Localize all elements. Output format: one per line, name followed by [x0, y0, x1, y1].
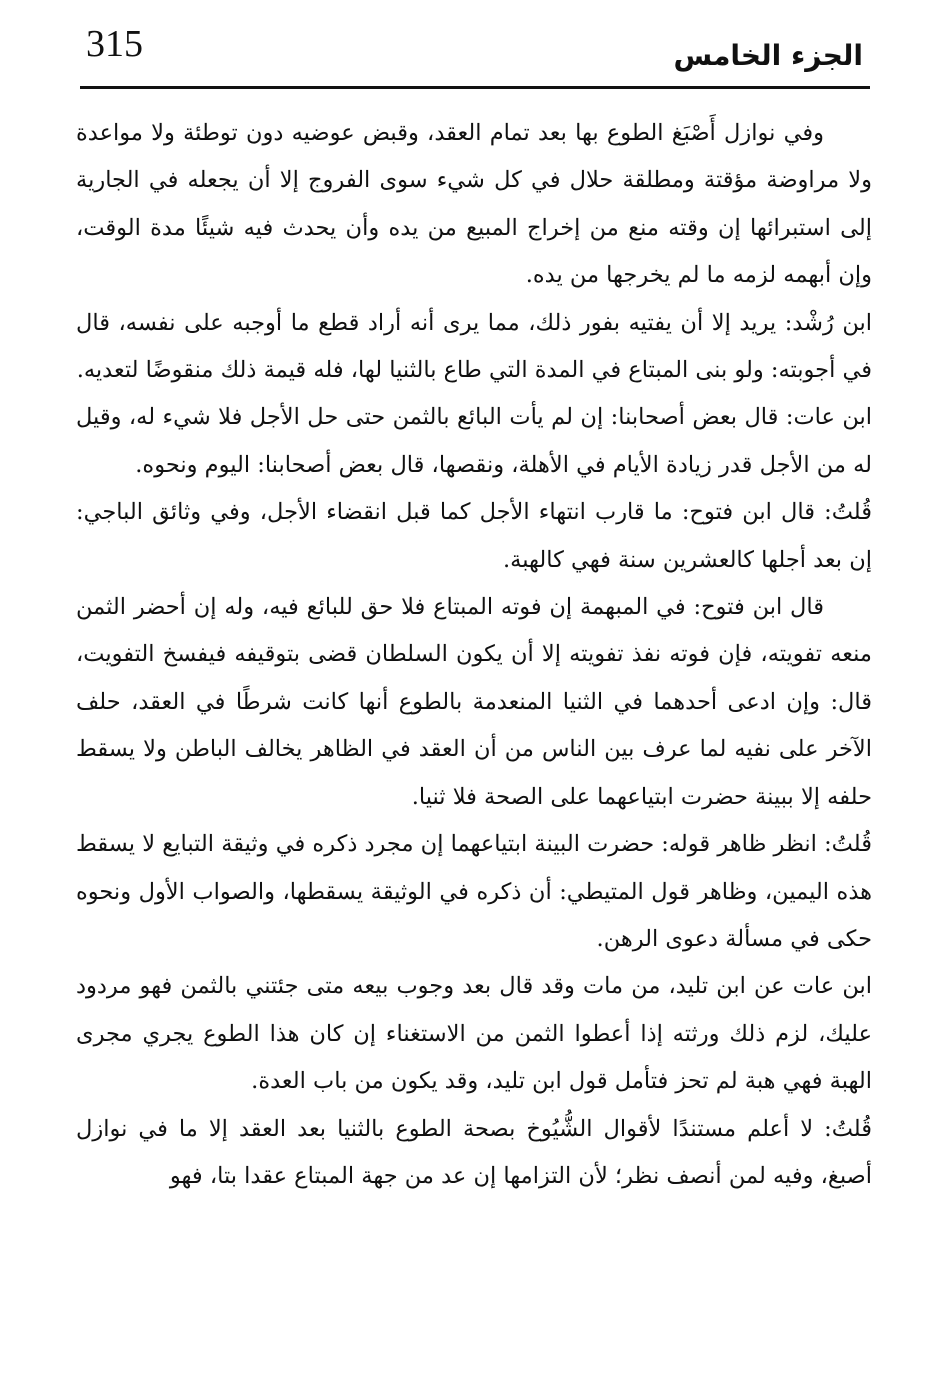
paragraph-asbagh: وفي نوازل أَصْبَغ الطوع بها بعد تمام العقد، وقبض عوضيه دون توطئة ولا مواعدة ولا مراوضة مؤقتة ومطلقة حلال في كل شيء سوى الفروج إلا أن يجعله في الجارية إلى استبرائها إن وقته منع من إخراج المبيع من يده وأن يحدث فيه شيئًا مدة الوقت، وإن أبهمه لزمه ما لم يخرجها من يده.: [76, 120, 872, 289]
running-title: الجزء الخامس: [673, 39, 863, 72]
header-rule: [80, 86, 870, 89]
paragraph-qultu-ibn-futuh: قُلتُ: قال ابن فتوح: ما قارب انتهاء الأجل كما قبل انقضاء الأجل، وفي وثائق الباجي: إن بعد أجلها كالعشرين سنة فهي كالهبة.: [76, 499, 872, 573]
paragraph-ibn-futuh-mubhama: قال ابن فتوح: في المبهمة إن فوته المبتاع فلا حق للبائع فيه، وله إن أحضر الثمن منعه تفويته، فإن فوته نفذ تفويته إلا أن يكون السلطان قضى بتوقيفه فيفسخ التفويت، قال: وإن ادعى أحدهما في الثنيا المنعدمة بالطوع أنها كانت شرطًا في العقد، حلف الآخر على نفيه لما عرف بين الناس من أن العقد في الظاهر يخالف الباطن ولا يسقط حلفه إلا ببينة حضرت ابتياعهما على الصحة فلا ثنيا.: [76, 594, 872, 810]
paragraph-qultu-bayyina: قُلتُ: انظر ظاهر قوله: حضرت البينة ابتياعهما إن مجرد ذكره في وثيقة التبايع لا يسقط هذه اليمين، وظاهر قول المتيطي: أن ذكره في الوثيقة يسقطها، والصواب الأول ونحوه حكى في مسألة دعوى الرهن.: [76, 831, 872, 952]
paragraph-ibn-rushd: ابن رُشْد: يريد إلا أن يفتيه بفور ذلك، مما يرى أنه أراد قطع ما أوجبه على نفسه، قال في أجوبته: ولو بنى المبتاع في المدة التي طاع بالثنيا لها، فله قيمة ذلك منقوضًا لتعديه.: [76, 309, 872, 384]
body-text: [76, 110, 872, 1200]
paragraph-ibn-talid: ابن عات عن ابن تليد، من مات وقد قال بعد وجوب بيعه متى جئتني بالثمن فهو مردود عليك، لزم ذلك ورثته إذا أعطوا الثمن من الاستغناء إن كان هذا الطوع يجري مجرى الهبة فهي هبة لم تحز فتأمل قول ابن تليد، وقد يكون من باب العدة.: [76, 973, 872, 1095]
paragraph-qultu-shuyukh: قُلتُ: لا أعلم مستندًا لأقوال الشُّيُوخ بصحة الطوع بالثنيا بعد العقد إلا ما في نوازل أصبغ، وفيه لمن أنصف نظر؛ لأن التزامها إن عد من جهة المبتاع عقدا بتا، فهو: [76, 1115, 872, 1189]
paragraph-ibn-aat: ابن عات: قال بعض أصحابنا: إن لم يأت البائع بالثمن حتى حل الأجل فلا شيء له، وقيل له من الأجل قدر زيادة الأيام في الأهلة، ونقصها، قال بعض أصحابنا: اليوم ونحوه.: [76, 404, 872, 478]
page-number: 315: [86, 23, 143, 65]
